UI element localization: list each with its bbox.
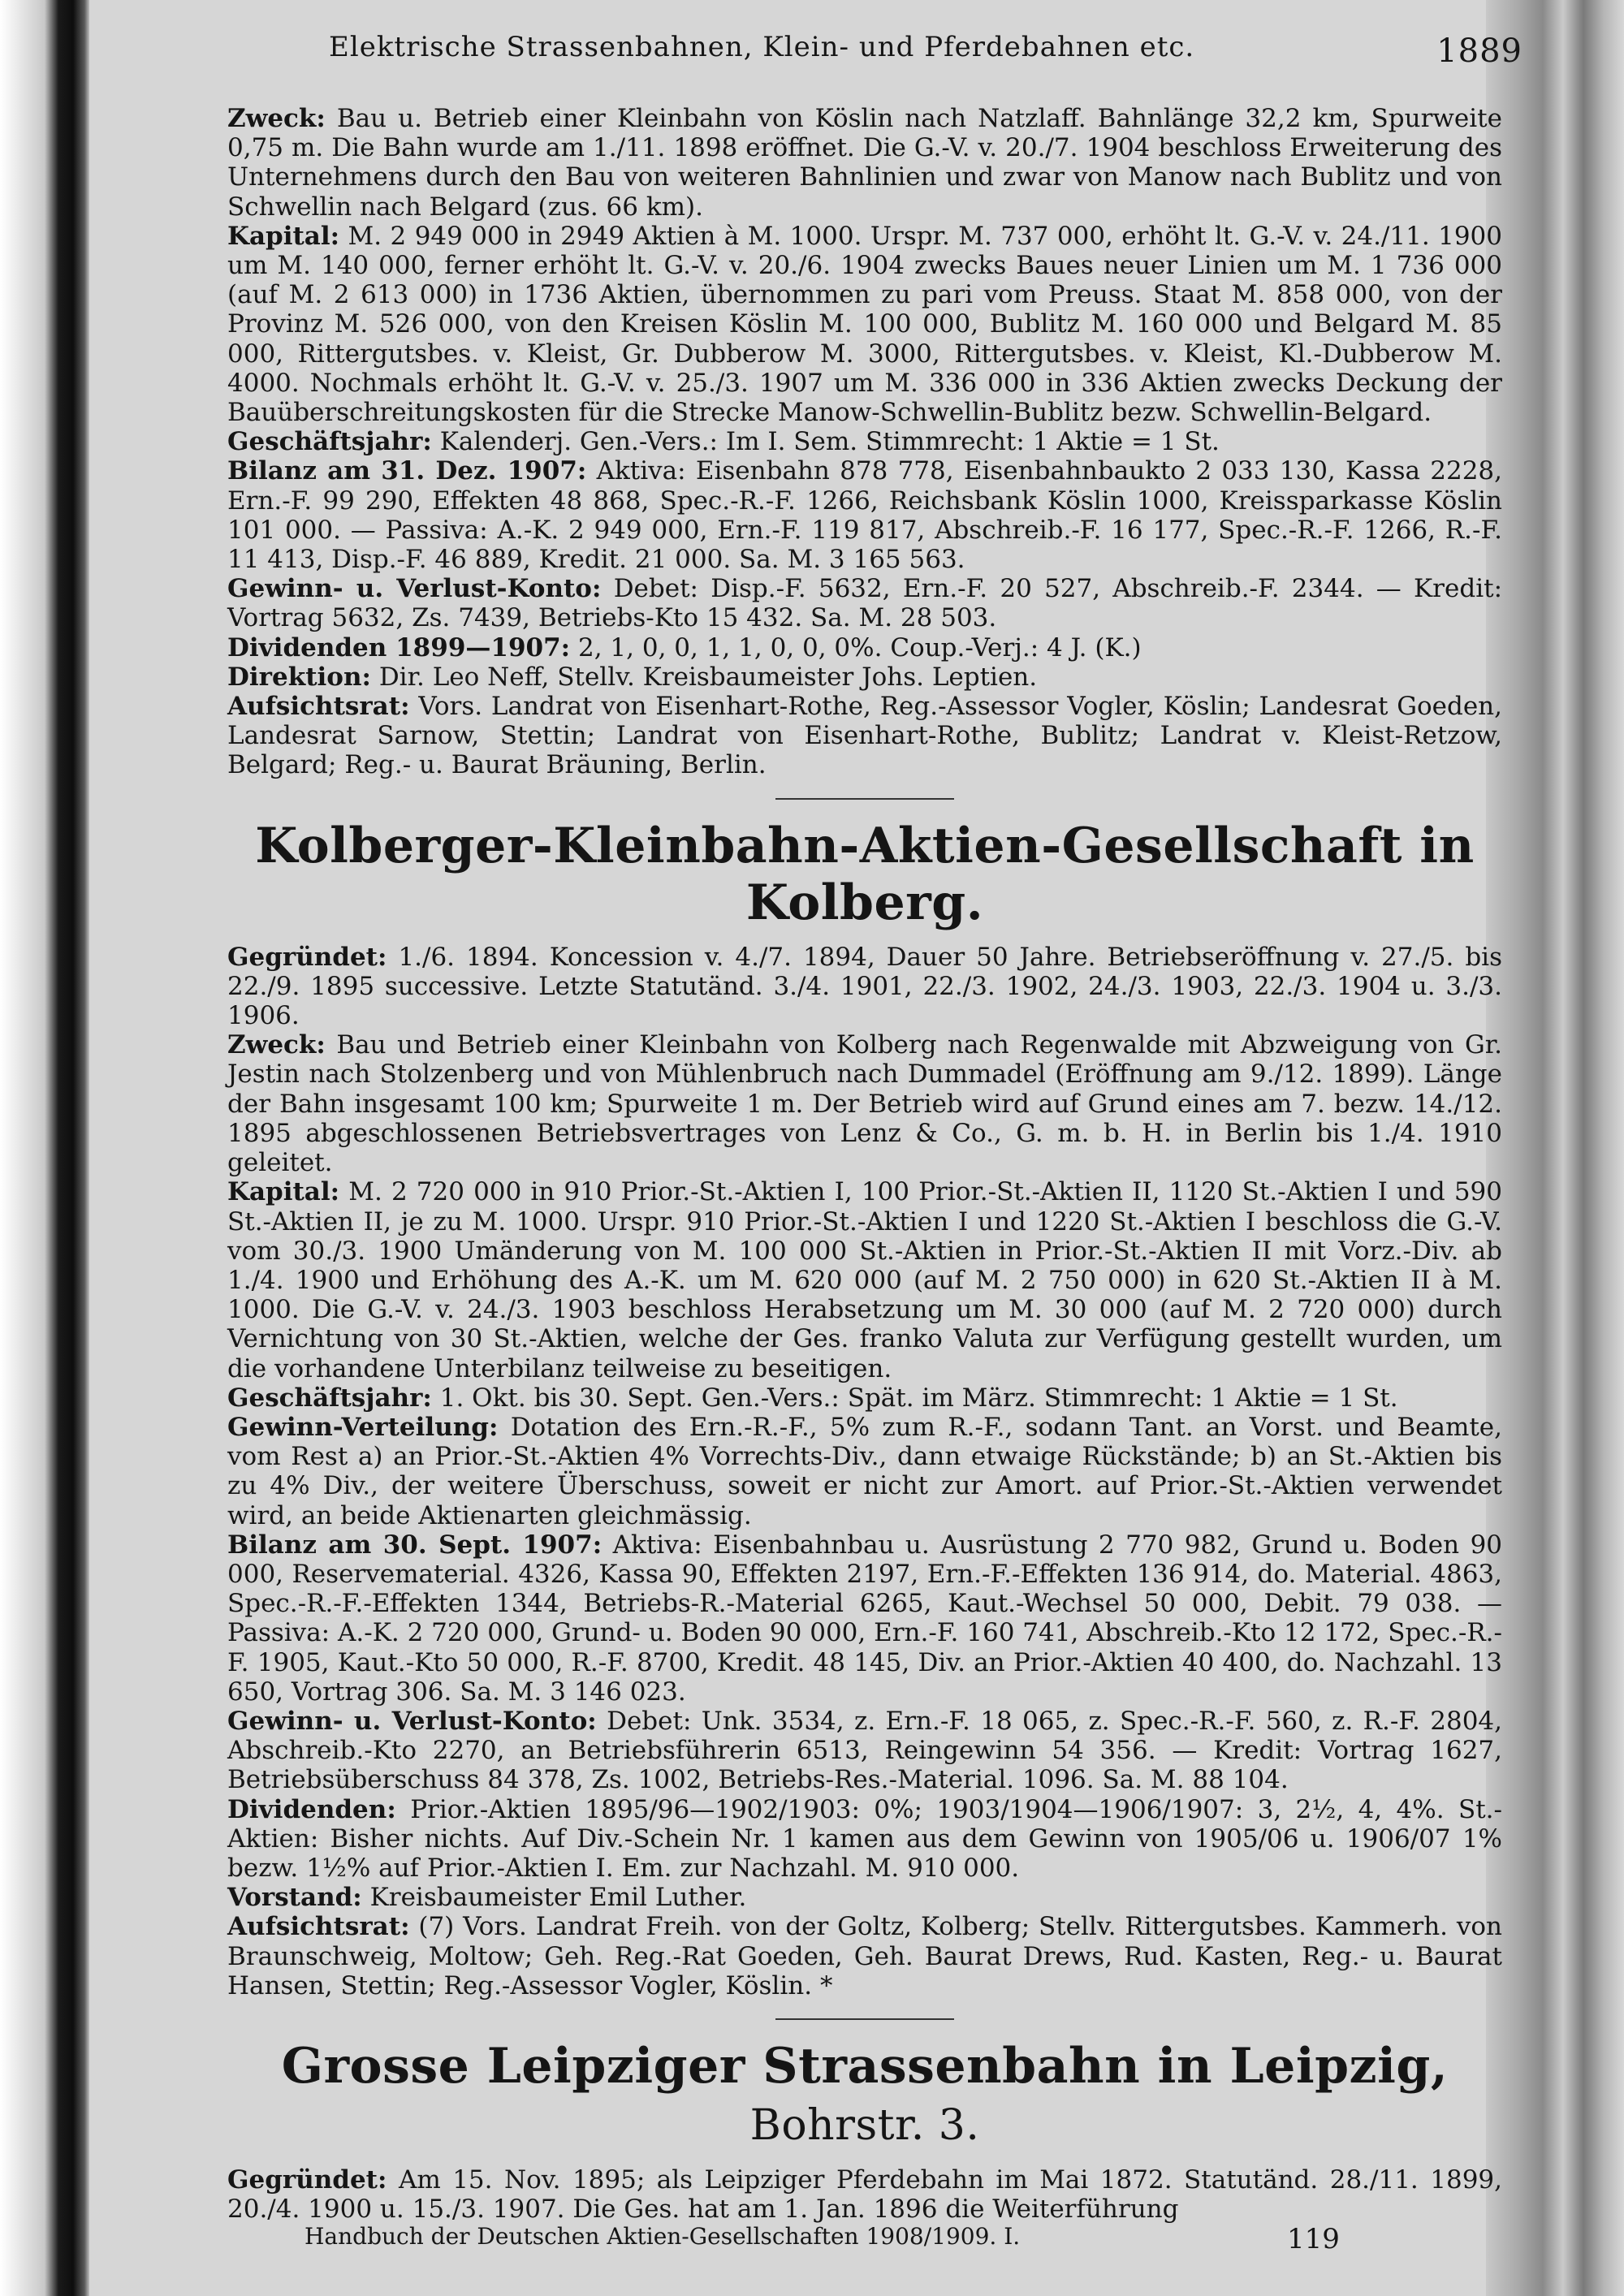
- entry-paragraph: Bilanz am 30. Sept. 1907: Aktiva: Eisenbahnbau u. Ausrüstung 2 770 982, Grund u. Boden 90 000, Reservematerial. 4326, Kassa 90, Effekten 2197, Ern.-F.-Effekten 136 914, do. Material. 4863, Spec.-R.-F.-Effekten 1344, Betriebs-R.-Material 6265, Kaut.-Wechsel 50 000, Debit. 79 038. — Passiva: A.-K. 2 720 000, Grund- u. Boden 90 000, Ern.-F. 160 741, Abschreib.-Kto 12 172, Spec.-R.-F. 1905, Kaut.-Kto 50 000, R.-F. 8700, Kredit. 48 145, Div. an Prior.-Aktien 40 400, do. Nachzahl. 13 650, Vortrag 306. Sa. M. 3 146 023.: [227, 1530, 1503, 1707]
- entry-paragraph: Dividenden 1899—1907: 2, 1, 0, 0, 1, 1, 0, 0, 0%. Coup.-Verj.: 4 J. (K.): [227, 632, 1142, 662]
- entry-paragraph: Dividenden: Prior.-Aktien 1895/96—1902/1903: 0%; 1903/1904—1906/1907: 3, 2½, 4, 4%. St.-Aktien: Bisher nichts. Auf Div.-Schein Nr. 1 kamen aus dem Gewinn von 1905/06 u. 1906/07 1% bezw. 1½% auf Prior.-Aktien I. Em. zur Nachzahl. M. 910 000.: [227, 1794, 1502, 1883]
- company-entry-koeslin: [227, 104, 1502, 780]
- company-address-leipzig: Bohrstr. 3.: [749, 2100, 980, 2150]
- entry-paragraph: Aufsichtsrat: (7) Vors. Landrat Freih. von der Goltz, Kolberg; Stellv. Rittergutsbes. Kammerh. von Braunschweig, Moltow; Geh. Reg.-Rat Goeden, Geh. Baurat Drews, Rud. Kasten, Reg.- u. Baurat Hansen, Stettin; Reg.-Assessor Vogler, Köslin. *: [227, 1912, 1502, 2000]
- footer-page-number: 119: [1287, 2223, 1340, 2255]
- document-page: [89, 0, 1522, 2296]
- page-number: 1889: [1436, 32, 1522, 70]
- right-page-edge: [1486, 0, 1624, 2296]
- section-divider: [775, 2018, 954, 2020]
- company-entry-leipzig: [227, 2165, 1502, 2224]
- page-content: [227, 104, 1502, 2224]
- entry-paragraph: Kapital: M. 2 949 000 in 2949 Aktien à M. 1000. Urspr. M. 737 000, erhöht lt. G.-V. v. 24./11. 1900 um M. 140 000, ferner erhöht lt. G.-V. v. 20./6. 1904 zwecks Baues neuer Linien um M. 1 736 000 (auf M. 2 613 000) in 1736 Aktien, übernommen zu pari vom Preuss. Staat M. 858 000, von der Provinz M. 526 000, von den Kreisen Köslin M. 100 000, Bublitz M. 160 000 und Belgard M. 85 000, Rittergutsbes. v. Kleist, Gr. Dubberow M. 3000, Rittergutsbes. v. Kleist, Kl.-Dubberow M. 4000. Nochmals erhöht lt. G.-V. v. 25./3. 1907 um M. 336 000 in 336 Aktien zwecks Deckung der Bauüberschreitungskosten für die Strecke Manow-Schwellin-Bublitz bezw. Schwellin-Belgard.: [227, 221, 1502, 428]
- entry-paragraph: Geschäftsjahr: 1. Okt. bis 30. Sept. Gen.-Vers.: Spät. im März. Stimmrecht: 1 Aktie = 1 St.: [227, 1383, 1398, 1413]
- entry-paragraph: Gegründet: Am 15. Nov. 1895; als Leipziger Pferdebahn im Mai 1872. Statutänd. 28./11. 1899, 20./4. 1900 u. 15./3. 1907. Die Ges. hat am 1. Jan. 1896 die Weiterführung: [227, 2164, 1502, 2225]
- entry-paragraph: Gewinn- u. Verlust-Konto: Debet: Disp.-F. 5632, Ern.-F. 20 527, Abschreib.-F. 2344. — Kredit: Vortrag 5632, Zs. 7439, Betriebs-Kto 15 432. Sa. M. 28 503.: [227, 574, 1503, 633]
- entry-paragraph: Aufsichtsrat: Vors. Landrat von Eisenhart-Rothe, Reg.-Assessor Vogler, Köslin; Landesrat Goeden, Landesrat Sarnow, Stettin; Landrat von Eisenhart-Rothe, Bublitz; Landrat v. Kleist-Retzow, Belgard; Reg.- u. Baurat Bräuning, Berlin.: [227, 692, 1502, 780]
- entry-paragraph: Direktion: Dir. Leo Neff, Stellv. Kreisbaumeister Johs. Leptien.: [227, 662, 1038, 692]
- company-entry-kolberg: [227, 943, 1502, 2000]
- running-head: [329, 31, 1522, 70]
- entry-paragraph: Kapital: M. 2 720 000 in 910 Prior.-St.-Aktien I, 100 Prior.-St.-Aktien II, 1120 St.-Aktien I und 590 St.-Aktien II, je zu M. 1000. Urspr. 910 Prior.-St.-Aktien I und 1220 St.-Aktien I beschloss die G.-V. vom 30./3. 1900 Umänderung von M. 100 000 St.-Aktien in Prior.-St.-Aktien II mit Vorz.-Div. ab 1./4. 1900 und Erhöhung des A.-K. um M. 620 000 (auf M. 2 750 000) in 620 St.-Aktien II à M. 1000. Die G.-V. v. 24./3. 1903 beschloss Herabsetzung um M. 30 000 (auf M. 2 720 000) durch Vernichtung von 30 St.-Aktien, welche der Ges. franko Valuta zur Verfügung gestellt wurden, um die vorhandene Unterbilanz teilweise zu beseitigen.: [227, 1177, 1503, 1383]
- entry-paragraph: Zweck: Bau u. Betrieb einer Kleinbahn von Köslin nach Natzlaff. Bahnlänge 32,2 km, Spurweite 0,75 m. Die Bahn wurde am 1./11. 1898 eröffnet. Die G.-V. v. 20./7. 1904 beschloss Erweiterung des Unternehmens durch den Bau von weiteren Bahnlinien und zwar von Manow nach Bublitz und von Schwellin nach Belgard (zus. 66 km).: [227, 104, 1502, 222]
- entry-paragraph: Bilanz am 31. Dez. 1907: Aktiva: Eisenbahn 878 778, Eisenbahnbaukto 2 033 130, Kassa 2228, Ern.-F. 99 290, Effekten 48 868, Spec.-R.-F. 1266, Reichsbank Köslin 1000, Kreissparkasse Köslin 101 000. — Passiva: A.-K. 2 949 000, Ern.-F. 119 817, Abschreib.-F. 16 177, Spec.-R.-F. 1266, R.-F. 11 413, Disp.-F. 46 889, Kredit. 21 000. Sa. M. 3 165 563.: [227, 456, 1502, 575]
- company-heading-kolberg: Kolberger-Kleinbahn-Aktien-Gesellschaft in Kolberg.: [255, 817, 1475, 931]
- entry-paragraph: Gewinn- u. Verlust-Konto: Debet: Unk. 3534, z. Ern.-F. 18 065, z. Spec.-R.-F. 560, z. R.-F. 2804, Abschreib.-Kto 2270, an Betriebsführerin 6513, Reingewinn 54 356. — Kredit: Vortrag 1627, Betriebsüberschuss 84 378, Zs. 1002, Betriebs-Res.-Material. 1096. Sa. M. 88 104.: [227, 1706, 1502, 1795]
- running-head-title: Elektrische Strassenbahnen, Klein- und Pferdebahnen etc.: [329, 31, 1195, 63]
- company-title-leipzig: Grosse Leipziger Strassenbahn in Leipzig,: [281, 2037, 1449, 2095]
- section-divider: [775, 798, 954, 800]
- footer-publication: Handbuch der Deutschen Aktien-Gesellschaften 1908/1909. I.: [304, 2223, 1021, 2250]
- left-binding-gutter: [0, 0, 89, 2296]
- company-heading-leipzig: [227, 2038, 1502, 2154]
- entry-paragraph: Gewinn-Verteilung: Dotation des Ern.-R.-F., 5% zum R.-F., sodann Tant. an Vorst. und Beamte, vom Rest a) an Prior.-St.-Aktien 4% Vorrechts-Div., dann etwaige Rückstände; b) an St.-Aktien bis zu 4% Div., der weitere Überschuss, soweit er nicht zur Amort. auf Prior.-St.-Aktien verwendet wird, an beide Aktienarten gleichmässig.: [227, 1412, 1502, 1530]
- entry-paragraph: Geschäftsjahr: Kalenderj. Gen.-Vers.: Im I. Sem. Stimmrecht: 1 Aktie = 1 St.: [227, 427, 1220, 457]
- entry-paragraph: Gegründet: 1./6. 1894. Koncession v. 4./7. 1894, Dauer 50 Jahre. Betriebseröffnung v. 27./5. bis 22./9. 1895 successive. Letzte Statutänd. 3./4. 1901, 22./3. 1902, 24./3. 1903, 22./3. 1904 u. 3./3. 1906.: [227, 942, 1502, 1031]
- entry-paragraph: Zweck: Bau und Betrieb einer Kleinbahn von Kolberg nach Regenwalde mit Abzweigung von Gr. Jestin nach Stolzenberg und von Mühlenbruch nach Dummadel (Eröffnung am 9./12. 1899). Länge der Bahn insgesamt 100 km; Spurweite 1 m. Der Betrieb wird auf Grund eines am 7. bezw. 14./12. 1895 abgeschlossenen Betriebsvertrages von Lenz & Co., G. m. b. H. in Berlin bis 1./4. 1910 geleitet.: [227, 1030, 1503, 1178]
- entry-paragraph: Vorstand: Kreisbaumeister Emil Luther.: [227, 1883, 747, 1913]
- page-footer: [304, 2223, 1360, 2255]
